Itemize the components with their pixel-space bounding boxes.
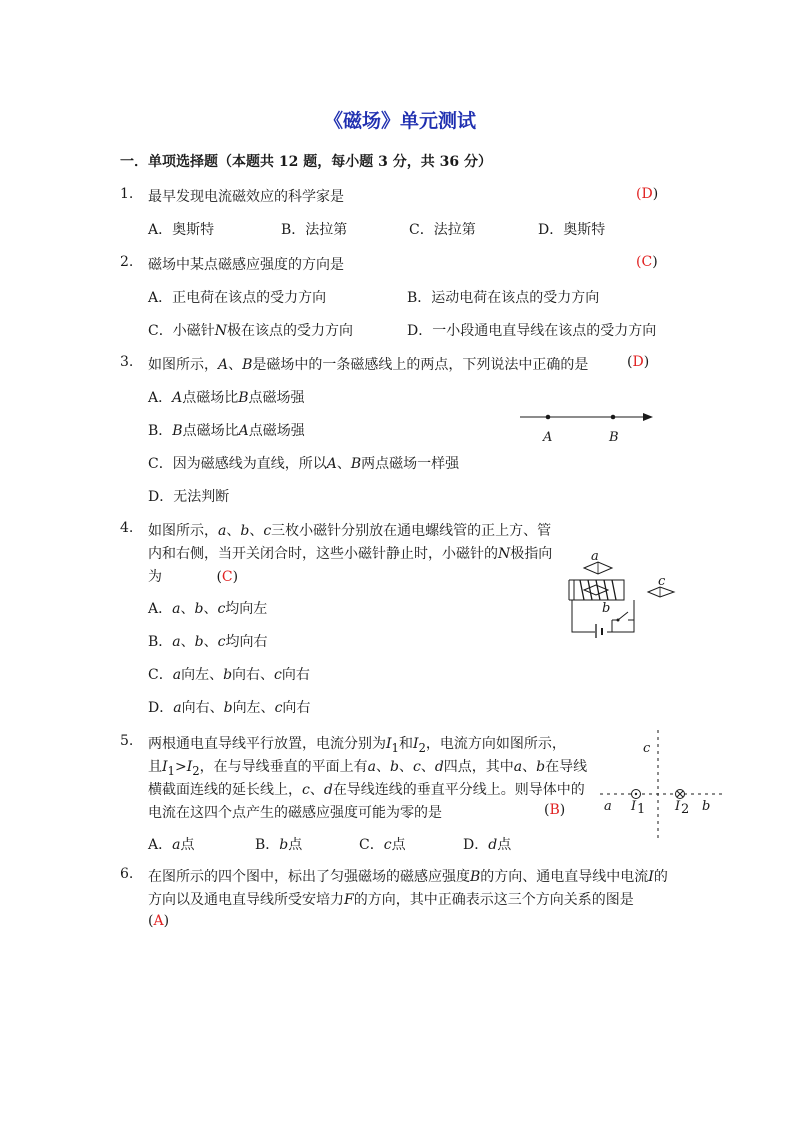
answer-value: D	[641, 186, 653, 202]
var: a	[172, 667, 182, 683]
text: 是磁场中的一条磁感线上的两点，下列说法中正确的是	[252, 357, 589, 373]
answer-value: C	[641, 254, 653, 270]
paren: (	[148, 913, 154, 929]
question-stem-line	[148, 779, 585, 799]
text: ，在与导线垂直的平面上有	[199, 759, 368, 775]
question-number: 1.	[120, 186, 134, 202]
question-stem-line: 电流在这四个点产生的磁感应强度可能为零的是	[148, 805, 442, 821]
text: 极指向	[510, 546, 553, 562]
var: A	[238, 423, 249, 439]
text: C．小磁针	[148, 323, 215, 339]
paren: )	[652, 186, 659, 202]
text: 的方向、通电直导线中电流	[480, 869, 649, 885]
text: 点	[288, 837, 303, 853]
text: 、	[522, 759, 537, 775]
text: C．	[148, 667, 173, 683]
question-stem-line	[148, 543, 552, 563]
option	[148, 631, 267, 651]
var: I	[412, 736, 419, 752]
subscript: 2	[192, 763, 200, 778]
question-stem: 最早发现电流磁效应的科学家是	[148, 189, 344, 205]
var: b	[390, 759, 399, 775]
var: b	[536, 759, 546, 775]
label-c: c	[643, 741, 651, 756]
var: a	[513, 759, 523, 775]
text: 、	[398, 759, 413, 775]
var: N	[214, 323, 227, 339]
text: 如图所示，	[148, 357, 218, 373]
option: B．法拉第	[281, 222, 348, 238]
var: b	[279, 837, 289, 853]
var: a	[218, 523, 227, 539]
subscript: 1	[391, 740, 399, 755]
question-number: 5.	[120, 733, 134, 749]
option: A．奥斯特	[148, 222, 215, 238]
option: A．正电荷在该点的受力方向	[148, 290, 327, 306]
text: 点磁场强	[248, 423, 305, 439]
current-out-dot	[635, 793, 637, 795]
text: 点磁场比	[182, 390, 239, 406]
label-b: b	[702, 799, 711, 814]
question-stem	[148, 866, 668, 886]
label-a: a	[591, 549, 599, 564]
text: B．	[255, 837, 280, 853]
paren: (	[636, 186, 642, 202]
var: I	[648, 869, 654, 885]
var: A	[172, 390, 183, 406]
text: 且	[148, 759, 162, 775]
var: B	[470, 869, 481, 885]
option: D．无法判断	[148, 489, 230, 505]
var: B	[350, 456, 362, 472]
answer-value: A	[153, 913, 164, 929]
var: b	[194, 601, 204, 617]
text: >	[174, 759, 187, 775]
text: 点磁场强	[248, 390, 305, 406]
var: b	[223, 667, 233, 683]
text: 两点磁场一样强	[361, 456, 460, 472]
option: C．法拉第	[409, 222, 476, 238]
text: 点	[180, 837, 195, 853]
text: 三枚小磁针分别放在通电螺线管的正上方、管	[271, 523, 552, 539]
text: 极在该点的受力方向	[226, 323, 353, 339]
label-i1: I	[631, 799, 637, 814]
question-stem-line	[148, 889, 634, 909]
text: 方向以及通电直导线所受安培力	[148, 892, 344, 908]
question-stem: 磁场中某点磁感应强度的方向是	[148, 257, 344, 273]
text: 、	[180, 601, 195, 617]
option	[148, 320, 353, 340]
var: c	[412, 759, 421, 775]
text: B．	[148, 634, 173, 650]
text: 、	[336, 456, 351, 472]
var: I	[186, 759, 193, 775]
answer-value: C	[221, 569, 233, 585]
paren: (	[627, 354, 633, 370]
text: 四点，其中	[443, 759, 514, 775]
var: b	[194, 634, 204, 650]
text: 均向右	[225, 634, 268, 650]
var: B	[172, 423, 183, 439]
text: 、	[420, 759, 435, 775]
var: c	[274, 667, 282, 683]
answer-marker	[627, 354, 649, 370]
option	[148, 598, 267, 618]
var: d	[323, 782, 333, 798]
text: 横截面连线的延长线上，	[148, 782, 302, 798]
text: 、	[203, 601, 218, 617]
text: 在导线连线的垂直平分线上。则导体中的	[332, 782, 585, 798]
text: C．因为磁感线为直线，所以	[148, 456, 327, 472]
parallel-wires-figure	[598, 728, 728, 840]
text: 、	[226, 523, 241, 539]
label-i2-sub: 2	[681, 802, 690, 817]
var: a	[173, 700, 182, 716]
paren: )	[652, 254, 658, 270]
option	[148, 664, 310, 684]
text: 、	[376, 759, 390, 775]
text: 、	[309, 782, 324, 798]
option: D．奥斯特	[538, 222, 606, 238]
label-b: B	[609, 430, 619, 445]
text: 向右、	[181, 700, 224, 716]
option	[359, 834, 406, 854]
var: c	[274, 700, 283, 716]
text: 、	[228, 357, 243, 373]
point-b	[611, 415, 616, 420]
answer-marker	[148, 913, 169, 929]
text: A．	[148, 601, 173, 617]
text: D．	[148, 700, 174, 716]
text: 向右	[281, 667, 310, 683]
var: N	[498, 546, 511, 562]
section-heading: 一．单项选择题（本题共 12 题，每小题 3 分，共 36 分）	[120, 154, 492, 170]
question-stem	[148, 733, 566, 755]
text: 向右、	[232, 667, 275, 683]
option: B．运动电荷在该点的受力方向	[407, 290, 600, 306]
text: 向右	[282, 700, 311, 716]
switch-wire	[612, 620, 634, 632]
paren: (	[636, 254, 642, 270]
var: a	[172, 837, 181, 853]
question-stem	[148, 520, 551, 540]
label-b: b	[602, 601, 611, 616]
var: I	[162, 759, 168, 775]
page-title: 《磁场》单元测试	[323, 110, 476, 132]
var: c	[263, 523, 272, 539]
text: 、	[203, 634, 218, 650]
text: 两根通电直导线平行放置，电流分别为	[148, 736, 386, 752]
text: B．	[148, 423, 173, 439]
text: 如图所示，	[148, 523, 218, 539]
compass-needle-icon	[584, 585, 608, 595]
label-a: a	[604, 799, 612, 814]
coil-windings	[580, 580, 616, 600]
text: 点磁场比	[182, 423, 239, 439]
text: 在导线	[545, 759, 588, 775]
var: F	[344, 892, 354, 908]
text: 、	[180, 634, 195, 650]
text: 的	[653, 869, 668, 885]
var: d	[488, 837, 498, 853]
question-stem-line	[148, 566, 238, 586]
var: c	[217, 601, 226, 617]
answer-marker	[636, 186, 658, 202]
option	[148, 387, 305, 407]
var: c	[302, 782, 310, 798]
option	[148, 453, 459, 473]
text: D．	[463, 837, 489, 853]
paren: )	[643, 354, 650, 370]
answer-marker	[636, 254, 658, 270]
question-number: 6.	[120, 866, 134, 882]
paren: (	[544, 802, 550, 818]
var: d	[434, 759, 444, 775]
var: B	[238, 390, 249, 406]
solenoid-figure	[560, 540, 690, 635]
var: c	[217, 634, 226, 650]
text: 均向左	[225, 601, 268, 617]
switch-icon	[618, 612, 628, 620]
text: 的方向，其中正确表示这三个方向关系的图是	[353, 892, 634, 908]
text: A．	[148, 837, 173, 853]
var: b	[223, 700, 233, 716]
text: 点	[391, 837, 406, 853]
option: D．一小段通电直导线在该点的受力方向	[407, 323, 657, 339]
question-number: 4.	[120, 520, 134, 536]
paren: )	[559, 802, 566, 818]
paren: )	[232, 569, 239, 585]
answer-value: B	[549, 802, 560, 818]
var: B	[242, 357, 253, 373]
var: A	[218, 357, 229, 373]
text: A．	[148, 390, 173, 406]
var: a	[172, 634, 181, 650]
subscript: 2	[418, 740, 426, 755]
solenoid-end	[569, 580, 574, 600]
text: ，电流方向如图所示，	[425, 736, 566, 752]
paren: (	[216, 569, 222, 585]
point-a	[546, 415, 551, 420]
var: I	[386, 736, 392, 752]
text: 内和右侧，当开关闭合时，这些小磁针静止时，小磁针的	[148, 546, 498, 562]
label-i1-sub: 1	[637, 802, 646, 817]
text: 在图所示的四个图中，标出了匀强磁场的磁感应强度	[148, 869, 470, 885]
question-stem-line	[148, 756, 587, 778]
label-c: c	[658, 574, 666, 589]
text: 点	[497, 837, 512, 853]
answer-value: D	[632, 354, 644, 370]
text: 向左、	[232, 700, 275, 716]
answer-marker	[544, 802, 565, 818]
question-number: 2.	[120, 254, 134, 270]
field-line-figure	[515, 408, 660, 448]
label-a: A	[543, 430, 553, 445]
text: C．	[359, 837, 384, 853]
var: b	[240, 523, 250, 539]
var: c	[383, 837, 392, 853]
text: 、	[249, 523, 264, 539]
var: A	[326, 456, 337, 472]
var: a	[367, 759, 376, 775]
text: 和	[398, 736, 413, 752]
option	[148, 697, 310, 717]
text: 为	[148, 569, 162, 585]
arrow-head-icon	[643, 413, 653, 421]
option	[255, 834, 302, 854]
paren: )	[163, 913, 170, 929]
var: a	[172, 601, 181, 617]
label-i2: I	[675, 799, 681, 814]
option	[148, 420, 305, 440]
option	[148, 834, 194, 854]
text: 向左、	[181, 667, 224, 683]
question-number: 3.	[120, 354, 134, 370]
option	[463, 834, 511, 854]
question-stem	[148, 354, 588, 374]
subscript: 1	[167, 763, 175, 778]
